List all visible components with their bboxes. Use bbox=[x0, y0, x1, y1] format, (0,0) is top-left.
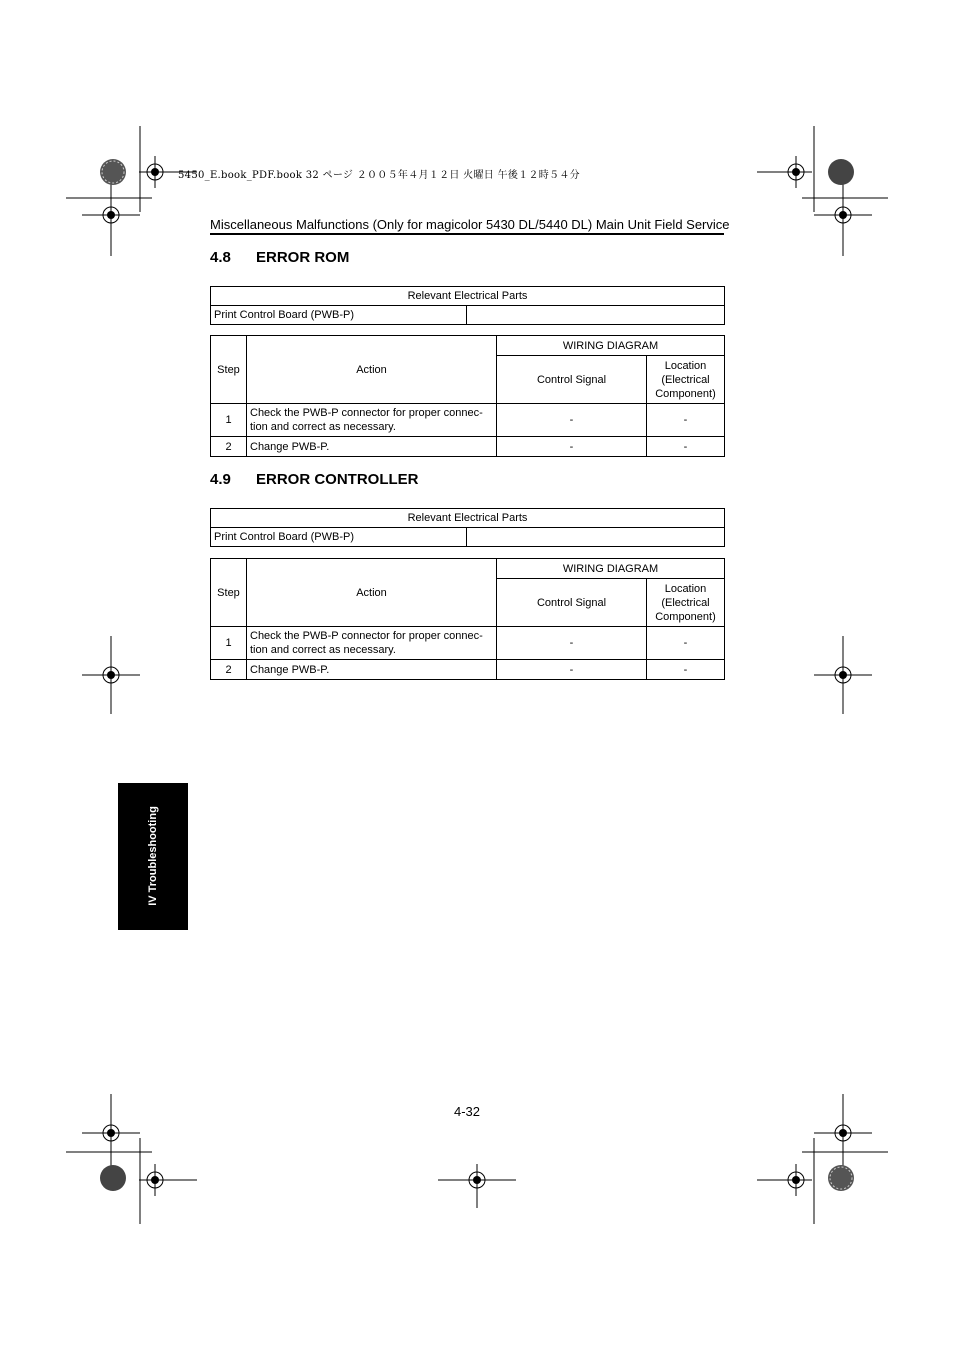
table-row bbox=[211, 627, 725, 660]
location-value: - bbox=[647, 437, 725, 457]
control-signal-value: - bbox=[497, 660, 647, 680]
print-job-header: 5450_E.book_PDF.book 32 ページ ２００５年４月１２日 火曜日 午後１２時５４分 bbox=[178, 170, 580, 181]
section-heading: ERROR ROM bbox=[256, 249, 350, 266]
step-number: 1 bbox=[211, 404, 247, 437]
wiring-diagram-header: WIRING DIAGRAM bbox=[497, 559, 725, 579]
step-action: Change PWB-P. bbox=[247, 437, 497, 457]
wiring-diagram-header: WIRING DIAGRAM bbox=[497, 336, 725, 356]
step-number: 2 bbox=[211, 660, 247, 680]
troubleshooting-steps-table-4-9 bbox=[210, 558, 725, 680]
page-number: 4-32 bbox=[453, 1104, 481, 1119]
section-number: 4.8 bbox=[210, 249, 231, 266]
chapter-side-tab bbox=[118, 783, 188, 930]
action-header: Action bbox=[247, 336, 497, 404]
header-rule bbox=[210, 233, 724, 235]
step-action: Change PWB-P. bbox=[247, 660, 497, 680]
step-action: Check the PWB-P connector for proper connec- tion and correct as necessary. bbox=[247, 627, 497, 660]
step-number: 1 bbox=[211, 627, 247, 660]
relevant-part-item: Print Control Board (PWB-P) bbox=[211, 306, 467, 325]
location-header: Location (Electrical Component) bbox=[647, 356, 725, 404]
step-header: Step bbox=[211, 336, 247, 404]
control-signal-value: - bbox=[497, 437, 647, 457]
relevant-part-item bbox=[467, 306, 725, 325]
location-header: Location (Electrical Component) bbox=[647, 579, 725, 627]
table-row bbox=[211, 660, 725, 680]
troubleshooting-steps-table-4-8 bbox=[210, 335, 725, 457]
running-head: Miscellaneous Malfunctions (Only for magicolor 5430 DL/5440 DL) Main Unit Field Service bbox=[210, 217, 730, 232]
control-signal-value: - bbox=[497, 627, 647, 660]
relevant-parts-table-4-8 bbox=[210, 286, 725, 325]
step-header: Step bbox=[211, 559, 247, 627]
control-signal-header: Control Signal bbox=[497, 356, 647, 404]
section-heading: ERROR CONTROLLER bbox=[256, 471, 419, 488]
location-value: - bbox=[647, 627, 725, 660]
section-title-4-8 bbox=[210, 249, 349, 266]
relevant-part-item bbox=[467, 528, 725, 547]
table-row bbox=[211, 404, 725, 437]
section-title-4-9 bbox=[210, 471, 419, 488]
action-header: Action bbox=[247, 559, 497, 627]
step-number: 2 bbox=[211, 437, 247, 457]
relevant-parts-header: Relevant Electrical Parts bbox=[211, 287, 725, 306]
step-action: Check the PWB-P connector for proper connec- tion and correct as necessary. bbox=[247, 404, 497, 437]
relevant-part-item: Print Control Board (PWB-P) bbox=[211, 528, 467, 547]
relevant-parts-header: Relevant Electrical Parts bbox=[211, 509, 725, 528]
relevant-parts-table-4-9 bbox=[210, 508, 725, 547]
control-signal-header: Control Signal bbox=[497, 579, 647, 627]
location-value: - bbox=[647, 660, 725, 680]
chapter-tab-label: IV Troubleshooting bbox=[147, 806, 159, 906]
table-row bbox=[211, 437, 725, 457]
section-number: 4.9 bbox=[210, 471, 231, 488]
location-value: - bbox=[647, 404, 725, 437]
control-signal-value: - bbox=[497, 404, 647, 437]
